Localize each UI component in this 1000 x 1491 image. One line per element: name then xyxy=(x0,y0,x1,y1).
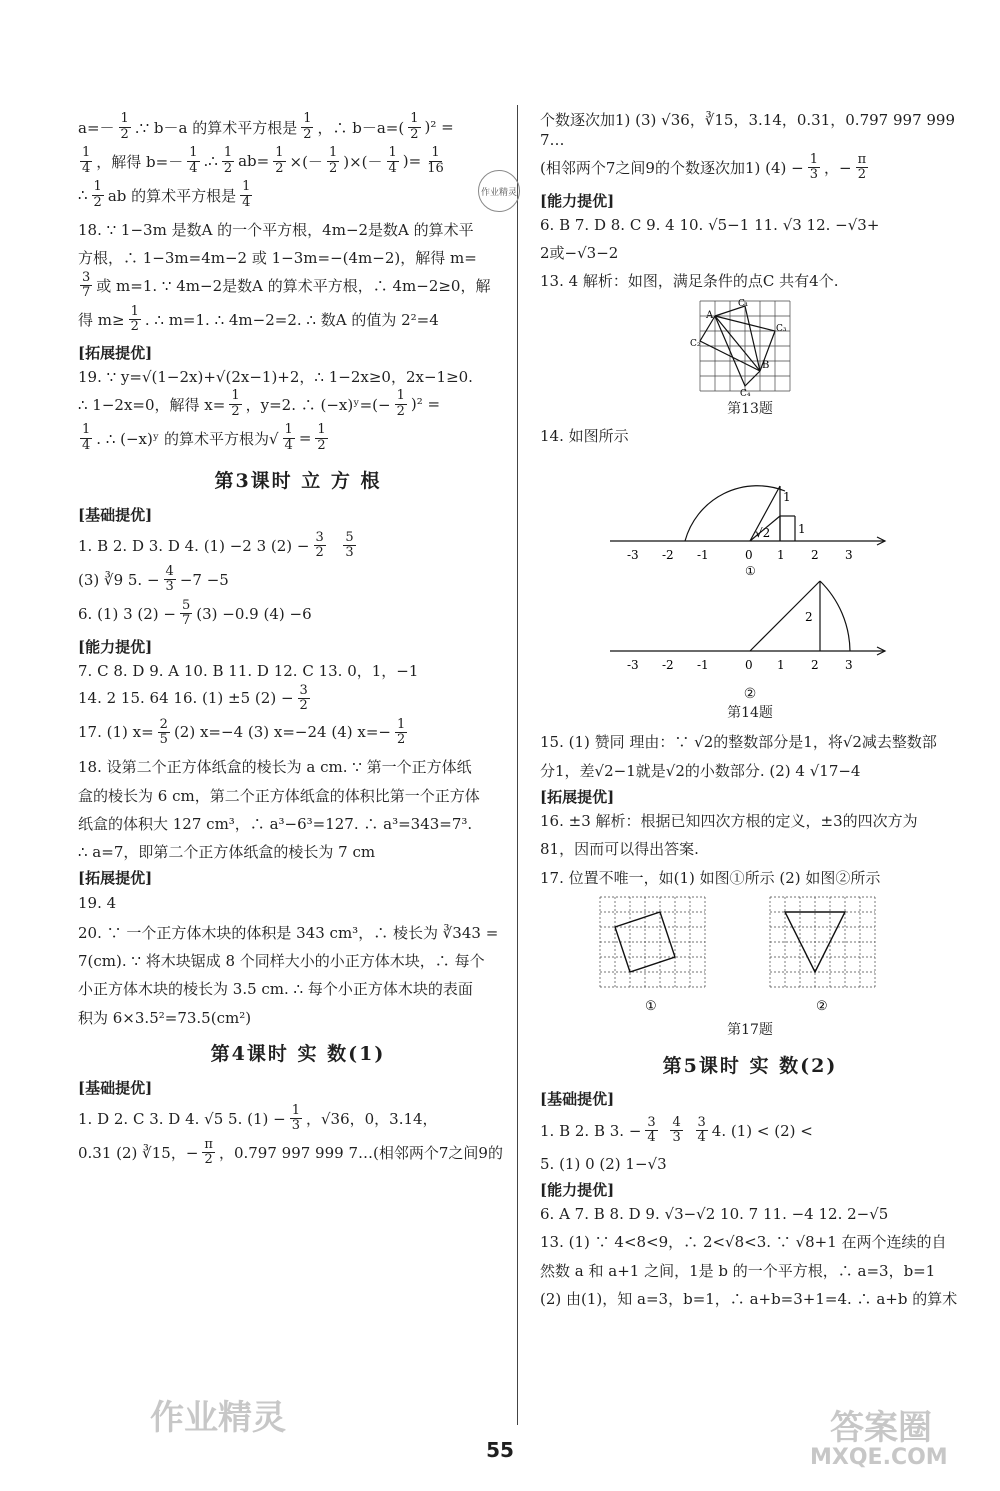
e-line6: (2) 由(1)，知 a=3，b=1，∴ a+b=3+1=4. ∴ a+b 的算术 xyxy=(540,1289,958,1308)
e-line5: 然数 a 和 a+1 之间，1是 b 的一个平方根，∴ a=3，b=1 xyxy=(540,1261,936,1280)
q20-line4: 积为 6×3.5²=73.5(cm²) xyxy=(78,1008,252,1027)
r-line2: (相邻两个7之间9的个数逐次加1) (4) − $\frac{1}{3}$ ，− $\frac{\pi}{2}$ xyxy=(540,151,867,182)
label-sqrt2: √2 xyxy=(755,525,771,540)
section-basic: [基础提优] xyxy=(78,505,153,524)
tick-neg3: -3 xyxy=(627,547,639,562)
q19-line2: ∴ 1−2x=0，解得 x= $\frac{1}{2}$ ，y=2. ∴ (−x)ʸ=(− $\frac{1}{2}$ )² = xyxy=(78,388,441,419)
r-line5: 13. 4 解析：如图，满足条件的点C 共有4个. xyxy=(540,272,839,291)
label-one-b: 1 xyxy=(798,521,806,536)
q19b-line: 19. 4 xyxy=(78,893,117,912)
r-line9: 16. ±3 解析：根据已知四次方根的定义，±3的四次方为 xyxy=(540,812,918,831)
label-c2: C₂ xyxy=(690,338,701,349)
d-line1: 1. D 2. C 3. D 4. √5 5. (1) − $\frac{1}{3}$ ，√36，0，3.14， xyxy=(78,1102,438,1134)
section-basic-2: [基础提优] xyxy=(78,1078,153,1097)
section-extension-2: [拓展提优] xyxy=(78,869,153,888)
tick-3-b: 3 xyxy=(845,657,853,672)
section-ability-3: [能力提优] xyxy=(540,1180,615,1199)
label-circle-1-fig17: ① xyxy=(645,998,657,1014)
label-c3: C₃ xyxy=(776,323,787,334)
q18-line4: 得 m≥ $\frac{1}{2}$ . ∴ m=1. ∴ 4m−2=2. ∴ 数A 的值为 2²=4 xyxy=(78,303,439,334)
q20-line3: 小正方体木块的棱长为 3.5 cm. ∴ 每个小正方体木块的表面 xyxy=(78,980,473,999)
e-line4: 13. (1) ∵ 4<8<9，∴ 2<√8<3. ∵ √8+1 在两个连续的自 xyxy=(540,1233,947,1252)
lesson3-title: 第3课时 立 方 根 xyxy=(214,470,382,492)
q20-line2: 7(cm). ∵ 将木块锯成 8 个同样大小的小正方体木块，∴ 每个 xyxy=(78,952,485,971)
watermark-left: 作业精灵 xyxy=(150,1398,286,1438)
watermark-right: 答案圈 xyxy=(830,1408,932,1448)
q18b-line1: 18. 设第二个正方体纸盒的棱长为 a cm. ∵ 第一个正方体纸 xyxy=(78,758,472,777)
figure-14 xyxy=(605,451,895,681)
left-column xyxy=(78,110,518,1170)
tick-1-b: 1 xyxy=(777,657,785,672)
q20-line1: 20. ∵ 一个正方体木块的体积是 343 cm³，∴ 棱长为 ∛343 = xyxy=(78,923,499,942)
tick-2: 2 xyxy=(811,547,819,562)
label-c4: C₄ xyxy=(740,388,751,396)
c-line1: 7. C 8. D 9. A 10. B 11. D 12. C 13. 0，1，−1 xyxy=(78,662,419,681)
q19-line3: $\frac{1}{4}$ . ∴ (−x)ʸ 的算术平方根为√ $\frac{1}{4}$ = $\frac{1}{2}$ xyxy=(82,422,326,453)
c-line3: 17. (1) x= $\frac{2}{5}$ (2) x=−4 (3) x=−24 (4) x=− $\frac{1}{2}$ xyxy=(78,716,406,747)
section-extension: [拓展提优] xyxy=(78,343,153,362)
r-line7: 15. (1) 赞同 理由：∵ √2的整数部分是1，将√2减去整数部 xyxy=(540,733,937,752)
r-line4: 2或−√3−2 xyxy=(540,244,619,262)
page-number: 55 xyxy=(486,1438,514,1462)
caption-17: 第17题 xyxy=(727,1021,773,1038)
tick-3: 3 xyxy=(845,547,853,562)
q18-line1: 18. ∵ 1−3m 是数A 的一个平方根，4m−2是数A 的算术平 xyxy=(78,221,474,239)
label-a: A xyxy=(706,309,714,321)
section-ability-2: [能力提优] xyxy=(540,191,615,210)
c-line2: 14. 2 15. 64 16. (1) ±5 (2) − $\frac{3}{2}$ xyxy=(78,682,308,713)
q18b-line3: 纸盒的体积大 127 cm³，∴ a³−6³=127. ∴ a³=343=7³. xyxy=(78,814,473,833)
b-line1: 1. B 2. D 3. D 4. (1) −2 3 (2) − $\frac{3}{2}$ $\frac{5}{3}$ xyxy=(78,530,354,561)
line-3: ∴ $\frac{1}{2}$ ab 的算术平方根是 $\frac{1}{4}$ xyxy=(78,179,251,210)
section-extension-3: [拓展提优] xyxy=(540,787,615,806)
r-line1: 个数逐次加1) (3) √36，∛15，3.14，0.31，0.797 997 999 7… xyxy=(540,111,956,150)
q18-line3: $\frac{3}{7}$ 或 m=1. ∵ 4m−2是数A 的算术平方根，∴ 4m−2≥0，解 xyxy=(82,269,491,300)
e-line2: 5. (1) 0 (2) 1−√3 xyxy=(540,1154,667,1173)
label-two: 2 xyxy=(805,609,813,624)
tick-neg2: -2 xyxy=(662,547,674,562)
label-one: 1 xyxy=(783,489,791,504)
tick-neg1: -1 xyxy=(697,547,709,562)
tick-0: 0 xyxy=(745,547,753,562)
r-line6: 14. 如图所示 xyxy=(540,427,629,446)
watermark-url: MXQE.COM xyxy=(810,1445,948,1470)
q19-line1: 19. ∵ y=√(1−2x)+√(2x−1)+2，∴ 1−2x≥0，2x−1≥0. xyxy=(78,367,473,386)
label-circle-1: ① xyxy=(745,563,756,578)
section-ability: [能力提优] xyxy=(78,637,153,656)
caption-14: 第14题 xyxy=(727,704,773,721)
tick-neg1-b: -1 xyxy=(697,657,709,672)
b-line3: 6. (1) 3 (2) − $\frac{5}{7}$ (3) −0.9 (4) −6 xyxy=(78,598,312,629)
line-2: $\frac{1}{4}$ ，解得 b=－ $\frac{1}{4}$ .∴ $\frac{1}{2}$ ab= $\frac{1}{2}$ ×(－ $\frac{1}{2}$ )×(－ $\frac{1}{4}$ )= $\frac{1}{16}$ xyxy=(82,145,444,176)
tick-neg2-b: -2 xyxy=(662,657,674,672)
tick-0-b: 0 xyxy=(745,657,753,672)
q18-line2: 方根，∴ 1−3m=4m−2 或 1−3m=−(4m−2)，解得 m= xyxy=(78,249,477,268)
tick-2-b: 2 xyxy=(811,657,819,672)
figure-17 xyxy=(580,892,920,1017)
e-line3: 6. A 7. B 8. D 9. √3−√2 10. 7 11. −4 12. 2−√5 xyxy=(540,1205,889,1224)
caption-13: 第13题 xyxy=(727,400,773,417)
r-line8: 分1，差√2−1就是√2的小数部分. (2) 4 √17−4 xyxy=(540,761,861,780)
right-column xyxy=(540,110,960,1309)
label-circle-2-fig17: ② xyxy=(816,998,828,1014)
r-line11: 17. 位置不唯一，如(1) 如图①所示 (2) 如图②所示 xyxy=(540,868,881,887)
caption-circle-2: ② xyxy=(743,685,757,702)
figure-13 xyxy=(690,296,810,396)
label-b: B xyxy=(762,359,770,371)
e-line1: 1. B 2. B 3. − $\frac{3}{4}$ $\frac{4}{3}$ $\frac{3}{4}$ 4. (1) < (2) < xyxy=(540,1114,813,1146)
r-line3: 6. B 7. D 8. C 9. 4 10. √5−1 11. √3 12. −√3+ xyxy=(540,215,880,234)
section-basic-3: [基础提优] xyxy=(540,1090,615,1109)
stamp: 作业精灵 xyxy=(478,170,520,212)
q18b-line2: 盒的棱长为 6 cm，第二个正方体纸盒的体积比第一个正方体 xyxy=(78,786,480,805)
lesson5-title: 第5课时 实 数(2) xyxy=(662,1054,838,1077)
line-1: a=－ $\frac{1}{2}$ .∵ b－a 的算术平方根是 $\frac{1}{2}$ ，∴ b－a=( $\frac{1}{2}$ )² = xyxy=(78,111,454,142)
tick-neg3-b: -3 xyxy=(627,657,639,672)
b-line2: (3) ∛9 5. − $\frac{4}{3}$ −7 −5 xyxy=(78,564,229,595)
q18b-line4: ∴ a=7，即第二个正方体纸盒的棱长为 7 cm xyxy=(78,843,376,862)
lesson4-title: 第4课时 实 数(1) xyxy=(210,1042,386,1065)
label-c1: C₁ xyxy=(738,298,749,309)
d-line2: 0.31 (2) ∛15，− $\frac{\pi}{2}$ ，0.797 997 999 7…(相邻两个7之间9的 xyxy=(78,1136,503,1168)
tick-1: 1 xyxy=(777,547,785,562)
r-line10: 81，因而可以得出答案. xyxy=(540,840,699,859)
